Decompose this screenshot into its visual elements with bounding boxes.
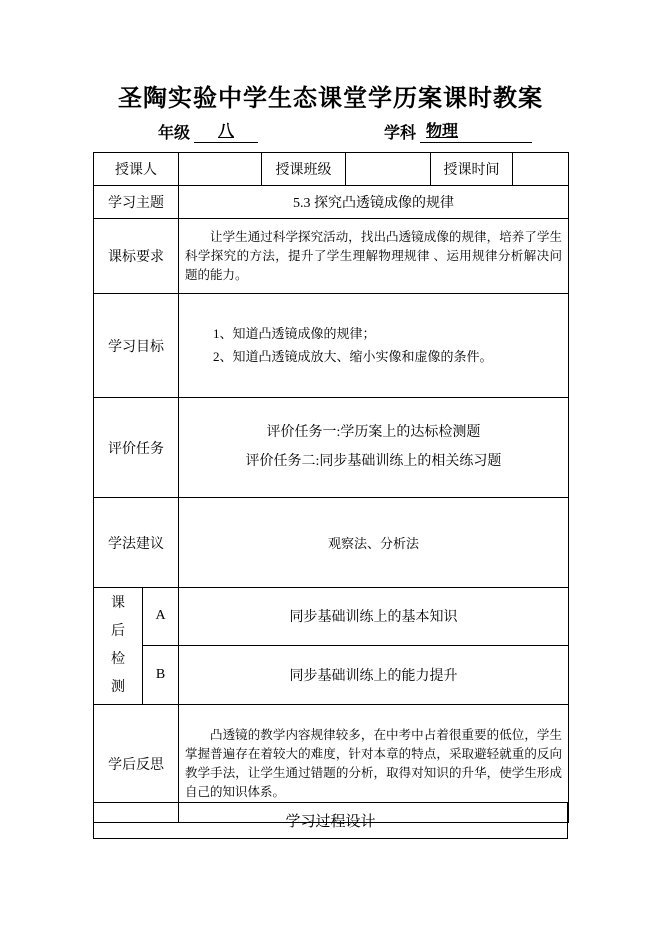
reflection-label: 学后反思 — [94, 705, 179, 823]
instructor-value-cell[interactable] — [179, 153, 262, 186]
table-row-standard — [94, 219, 569, 294]
class-label: 授课班级 — [262, 153, 346, 186]
table-row-evaluation — [94, 398, 569, 498]
evaluation-label: 评价任务 — [94, 398, 179, 498]
instructor-label: 授课人 — [94, 153, 179, 186]
class-value-cell[interactable] — [346, 153, 431, 186]
evaluation-item: 评价任务二:同步基础训练上的相关练习题 — [245, 454, 502, 469]
evaluation-item: 评价任务一:学历案上的达标检测题 — [266, 425, 481, 440]
table-row-test-b — [94, 645, 569, 704]
topic-content: 5.3 探究凸透镜成像的规律 — [179, 186, 569, 219]
lesson-plan-table — [93, 152, 569, 823]
grade-label: 年级 — [158, 125, 191, 142]
evaluation-content-cell — [179, 398, 569, 498]
goals-label: 学习目标 — [94, 294, 179, 398]
page-title: 圣陶实验中学生态课堂学历案课时教案 — [118, 86, 543, 112]
test-key-a: A — [143, 588, 179, 646]
grade-subject-line — [158, 120, 532, 143]
table-row-test-a — [94, 588, 569, 646]
table-row-header — [94, 153, 569, 186]
goal-item: 2、知道凸透镜成放大、缩小实像和虚像的条件。 — [213, 349, 493, 364]
process-design-title: 学习过程设计 — [94, 803, 568, 839]
time-label: 授课时间 — [431, 153, 513, 186]
grade-value: 八 — [194, 121, 258, 143]
standard-label: 课标要求 — [94, 219, 179, 294]
table-row-process — [94, 803, 568, 839]
subject-value: 物理 — [420, 121, 532, 143]
standard-content-cell — [179, 219, 569, 294]
method-content: 观察法、分析法 — [179, 498, 569, 588]
test-content-a: 同步基础训练上的基本知识 — [179, 588, 569, 646]
process-design-table — [93, 802, 568, 839]
standard-content: 让学生通过科学探究活动，找出凸透镜成像的规律，培养了学生科学探究的方法，提升了学生理解物理规律 、运用规律分析解决问题的能力。 — [185, 229, 562, 282]
test-label: 课后检测 — [111, 596, 125, 695]
goal-item: 1、知道凸透镜成像的规律； — [213, 326, 376, 341]
time-value-cell[interactable] — [513, 153, 569, 186]
table-row-topic — [94, 186, 569, 219]
table-row-method — [94, 498, 569, 588]
test-key-b: B — [143, 645, 179, 704]
method-label: 学法建议 — [94, 498, 179, 588]
test-content-b: 同步基础训练上的能力提升 — [179, 645, 569, 704]
goals-content-cell — [179, 294, 569, 398]
topic-label: 学习主题 — [94, 186, 179, 219]
table-row-goals — [94, 294, 569, 398]
reflection-content: 凸透镜的教学内容规律较多，在中考中占着很重要的低位，学生掌握普遍存在着较大的难度，针对本章的特点，采取避轻就重的反向教学手法，让学生通过错题的分析，取得对知识的升华，使学生形成自己的知识体系。 — [185, 727, 562, 799]
subject-label: 学科 — [384, 125, 417, 142]
test-label-cell — [94, 588, 143, 705]
